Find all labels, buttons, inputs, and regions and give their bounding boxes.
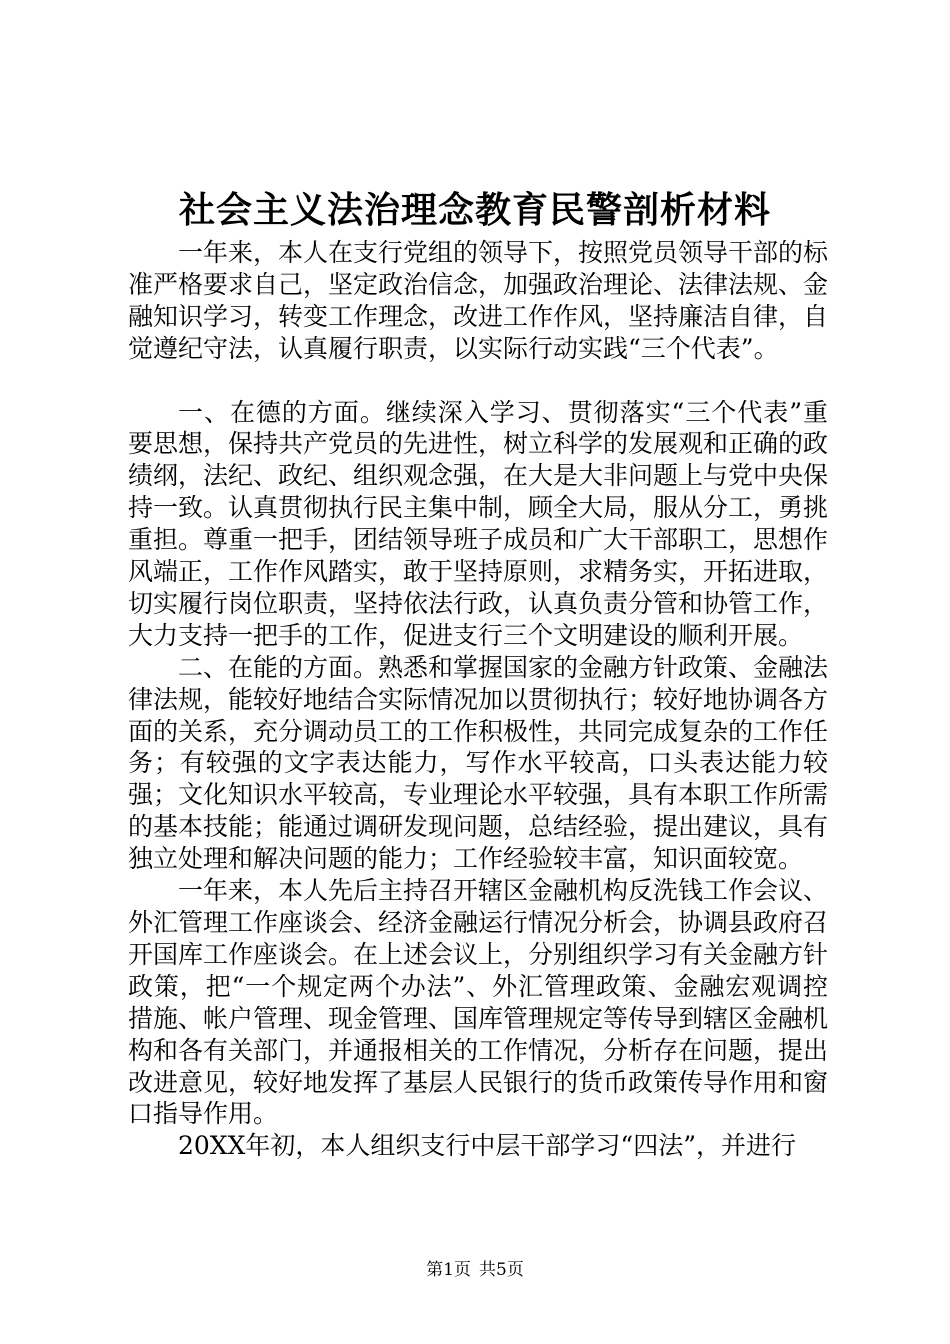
paragraph-ability: 二、在能的方面。熟悉和掌握国家的金融方针政策、金融法律法规，能较好地结合实际情况加以贯彻执行；较好地协调各方面的关系，充分调动员工的工作积极性，共同完成复杂的工作任务；有较强的文字表达能力，写作水平较高，口头表达能力较强；文化知识水平较高，专业理论水平较强，具有本职工作所需的基本技能；能通过调研发现问题，总结经验，提出建议，具有独立处理和解决问题的能力；工作经验较丰富，知识面较宽。 xyxy=(128,652,829,874)
page-total: 共5页 xyxy=(479,1260,524,1280)
paragraph-spacer xyxy=(128,365,828,397)
page-number: 第1页 xyxy=(426,1260,471,1280)
document-title: 社会主义法治理念教育民警剖析材料 xyxy=(178,189,771,231)
paragraph-training: 20XX年初，本人组织支行中层干部学习“四法”，并进行 xyxy=(178,1131,796,1161)
page-footer xyxy=(0,1258,950,1282)
document-body xyxy=(128,237,828,1162)
paragraph-meetings: 一年来，本人先后主持召开辖区金融机构反洗钱工作会议、外汇管理工作座谈会、经济金融运行情况分析会，协调县政府召开国库工作座谈会。在上述会议上，分别组织学习有关金融方针政策，把“一个规定两个办法”、外汇管理政策、金融宏观调控措施、帐户管理、现金管理、国库管理规定等传导到辖区金融机构和各有关部门，并通报相关的工作情况，分析存在问题，提出改进意见，较好地发挥了基层人民银行的货币政策传导作用和窗口指导作用。 xyxy=(128,876,829,1129)
paragraph-intro: 一年来，本人在支行党组的领导下，按照党员领导干部的标准严格要求自己，坚定政治信念，加强政治理论、法律法规、金融知识学习，转变工作理念，改进工作作风，坚持廉洁自律，自觉遵纪守法，认真履行职责，以实际行动实践“三个代表”。 xyxy=(128,238,829,363)
paragraph-morality: 一、在德的方面。继续深入学习、贯彻落实“三个代表”重要思想，保持共产党员的先进性，树立科学的发展观和正确的政绩纲，法纪、政纪、组织观念强，在大是大非问题上与党中央保持一致。认真贯彻执行民主集中制，顾全大局，服从分工，勇挑重担。尊重一把手，团结领导班子成员和广大干部职工，思想作风端正，工作作风踏实，敢于坚持原则，求精务实，开拓进取，切实履行岗位职责，坚持依法行政，认真负责分管和协管工作，大力支持一把手的工作，促进支行三个文明建设的顺利开展。 xyxy=(128,397,829,650)
